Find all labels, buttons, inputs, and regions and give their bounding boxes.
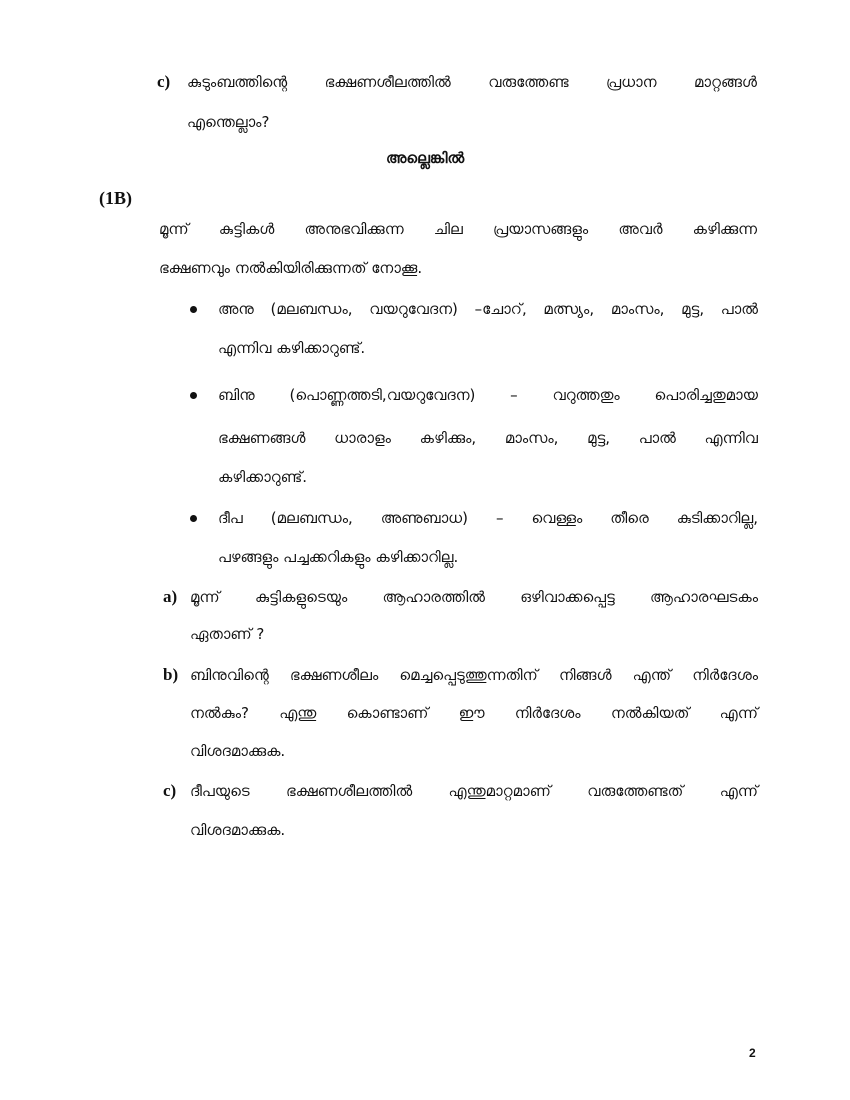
word: മാറ്റങ്ങൾ xyxy=(693,73,757,91)
word: – xyxy=(495,509,504,527)
word: ബിനു xyxy=(218,386,255,404)
word: പാൽ xyxy=(720,300,758,318)
word: വരുത്തേണ്ടത് xyxy=(587,782,684,800)
word: –ചോറ്, xyxy=(474,300,527,318)
word: പൊരിച്ചതുമായ xyxy=(654,386,758,404)
word: മുട്ട, xyxy=(681,300,705,318)
question-marker: b) xyxy=(163,665,179,684)
question-text-line: വിശദമാക്കുക. xyxy=(190,742,286,760)
word: മത്സ്യം, xyxy=(543,300,595,318)
word: ഭക്ഷണങ്ങൾ xyxy=(218,429,306,447)
word: ഒഴിവാക്കപ്പെട്ട xyxy=(520,588,615,606)
word: അണുബാധ) xyxy=(380,509,468,527)
question-text-line: ഏതാണ് ? xyxy=(190,625,265,643)
bullet-text-line xyxy=(218,428,758,448)
word: ആഹാരത്തിൽ xyxy=(382,588,485,606)
word: കഴിക്കുന്ന xyxy=(692,220,757,238)
word: (മലബന്ധം, xyxy=(270,509,353,527)
intro-text-line xyxy=(159,219,757,239)
word: മുട്ട, xyxy=(587,429,611,447)
word: എന്തു xyxy=(279,704,317,722)
word: ആഹാരഘടകം xyxy=(650,588,758,606)
word: എന്നിവ xyxy=(704,429,758,447)
word: മൂന്ന് xyxy=(159,220,189,238)
word: വരുത്തേണ്ട xyxy=(488,73,569,91)
question-marker: c) xyxy=(163,781,177,800)
word: ഈ xyxy=(458,704,485,722)
word: മാംസം, xyxy=(504,429,559,447)
word: എന്ന് xyxy=(719,704,758,722)
word: കുട്ടികൾ xyxy=(218,220,275,238)
question-marker: a) xyxy=(163,587,178,606)
word: നൽകിയത് xyxy=(610,704,690,722)
word: മാംസം, xyxy=(610,300,665,318)
word: കുടിക്കാറില്ല, xyxy=(676,509,758,527)
word: കുട്ടികളുടെയും xyxy=(254,588,348,606)
word: അനു xyxy=(218,300,254,318)
word: അവർ xyxy=(618,220,663,238)
word: കഴിക്കും, xyxy=(419,429,477,447)
question-text-line xyxy=(190,781,758,801)
word: ധാരാളം xyxy=(334,429,391,447)
section-label: (1B) xyxy=(99,188,132,208)
bullet-text-line: എന്നിവ കഴിക്കാറുണ്ട്. xyxy=(218,339,366,357)
word: എന്തുമാറ്റമാണ് xyxy=(448,782,551,800)
bullet-text-line xyxy=(218,385,758,405)
bullet-text-line xyxy=(218,508,758,528)
word: മൂന്ന് xyxy=(190,588,220,606)
word: വെള്ളം xyxy=(531,509,583,527)
question-text-line xyxy=(190,587,758,607)
or-heading: അല്ലെങ്കിൽ xyxy=(386,149,465,167)
word: ഭക്ഷണശീലത്തിൽ xyxy=(286,782,413,800)
question-text-line: എന്തെല്ലാം? xyxy=(187,113,270,131)
question-text-line xyxy=(190,703,758,723)
question-text-line: ബിനുവിന്റെ ഭക്ഷണശീലം മെച്ചപ്പെടുത്തുന്നതിന് നിങ്ങൾ എന്ത് നിർദേശം xyxy=(190,666,758,684)
page-number: 2 xyxy=(749,1046,756,1060)
word: കുടുംബത്തിന്റെ xyxy=(187,73,288,91)
bullet-icon xyxy=(190,392,197,399)
word: നൽകും? xyxy=(190,704,249,722)
question-text-line: വിശദമാക്കുക. xyxy=(190,821,286,839)
word: ദീപയുടെ xyxy=(190,782,250,800)
word: കൊണ്ടാണ് xyxy=(346,704,429,722)
word: അനുഭവിക്കുന്ന xyxy=(304,220,404,238)
bullet-icon xyxy=(190,306,197,313)
bullet-text-line: കഴിക്കാറുണ്ട്. xyxy=(218,468,308,486)
word: തീരെ xyxy=(610,509,649,527)
bullet-text-line: പഴങ്ങളും പച്ചക്കറികളും കഴിക്കാറില്ല. xyxy=(218,548,459,566)
word: (പൊണ്ണത്തടി,വയറുവേദന) xyxy=(289,386,476,404)
bullet-text-line xyxy=(218,299,758,319)
word: വയറുവേദന) xyxy=(369,300,458,318)
question-marker: c) xyxy=(157,72,171,91)
word: ദീപ xyxy=(218,509,243,527)
word: എന്ന് xyxy=(719,782,758,800)
word: (മലബന്ധം, xyxy=(270,300,353,318)
word: പ്രയാസങ്ങളും xyxy=(493,220,589,238)
word: – xyxy=(510,386,518,404)
word: പാൽ xyxy=(638,429,676,447)
bullet-icon xyxy=(190,515,197,522)
word: നിർദേശം xyxy=(514,704,581,722)
intro-text-line: ഭക്ഷണവും നൽകിയിരിക്കുന്നത് നോക്കൂ. xyxy=(159,259,423,277)
word: പ്രധാന xyxy=(605,73,657,91)
word: ഭക്ഷണശീലത്തിൽ xyxy=(324,73,451,91)
word: ചില xyxy=(433,220,463,238)
word: വറുത്തതും xyxy=(552,386,620,404)
question-text-line xyxy=(187,72,757,92)
